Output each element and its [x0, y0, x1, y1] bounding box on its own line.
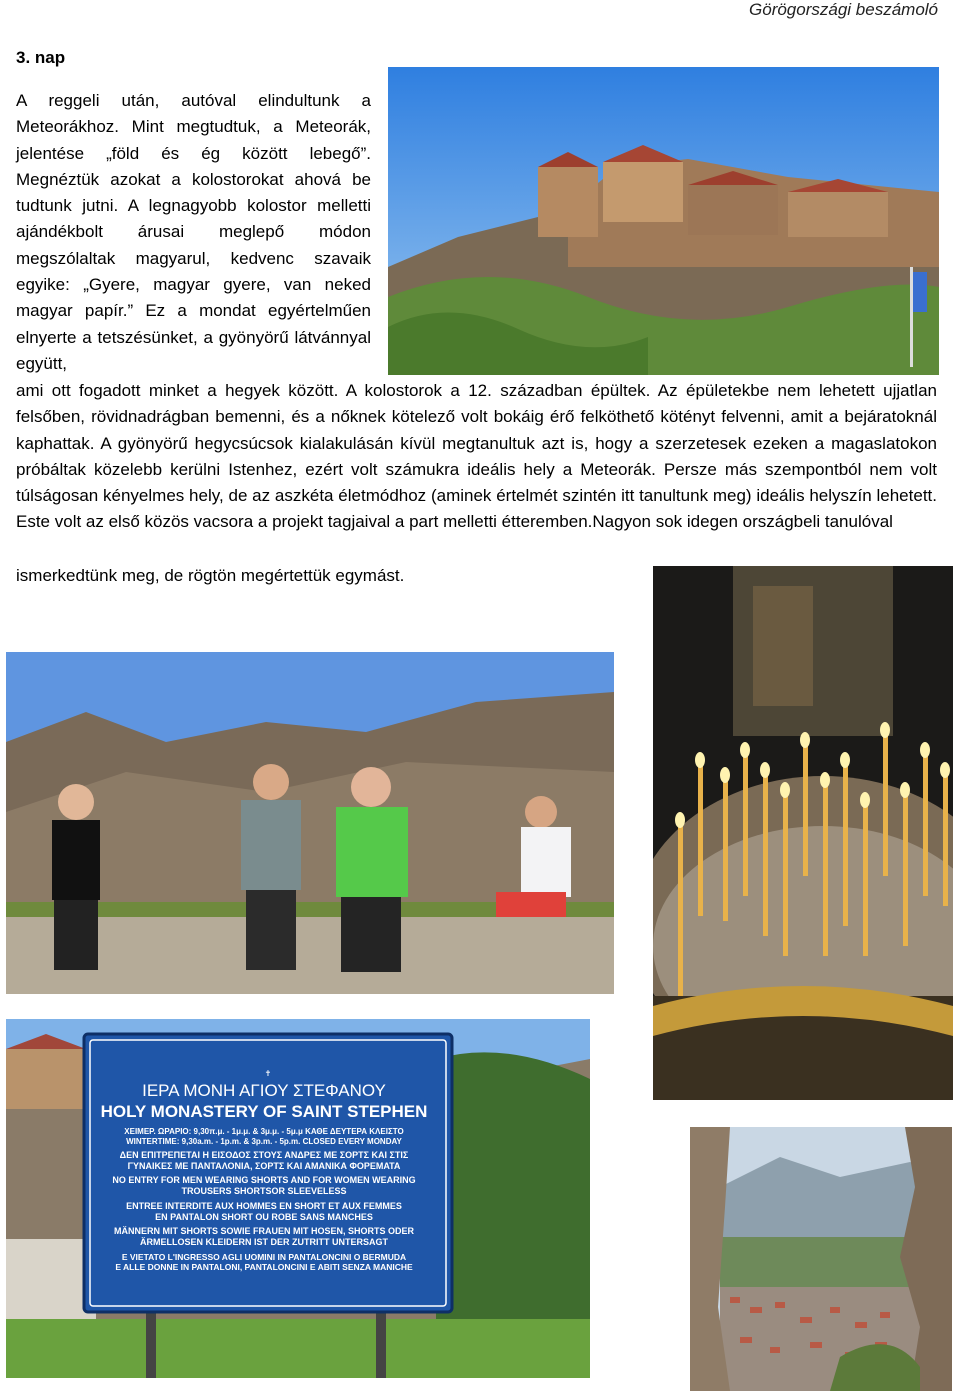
sign-rule-fr-2: EN PANTALON SHORT OU ROBE SANS MANCHES — [155, 1211, 373, 1222]
sign-title-english: HOLY MONASTERY OF SAINT STEPHEN — [100, 1102, 428, 1122]
sign-rule-fr-1: ENTREE INTERDITE AUX HOMMES EN SHORT ET AUX FEMMES — [126, 1200, 402, 1211]
sign-rule-it-2: E ALLE DONNE IN PANTALONI, PANTALONCINI E ABITI SENZA MANICHE — [115, 1262, 413, 1273]
sign-rule-de-1: MÄNNERN MIT SHORTS SOWIE FRAUEN MIT HOSEN, SHORTS ODER — [113, 1226, 414, 1236]
sign-text — [88, 1080, 440, 1273]
sign-rule-de-2: ÄRMELLOSEN KLEIDERN IST DER ZUTRITT UNTERSAGT — [140, 1237, 388, 1248]
group-photo — [6, 652, 614, 994]
sign-rule-greek-2: ΓΥΝΑΙΚΕΣ ΜΕ ΠΑΝΤΑΛΟΝΙΑ, ΣΟΡΤΣ ΚΑΙ ΑΜΑΝΙΚΑ ΦΟΡΕΜΑΤΑ — [127, 1160, 401, 1171]
sign-rule-en-2: TROUSERS SHORTSOR SLEEVELESS — [181, 1186, 347, 1197]
sign-hours-greek: ΧΕΙΜΕΡ. ΩΡΑΡΙΟ: 9,30π.μ. - 1μ.μ. & 3μ.μ. - 5μ.μ ΚΑΘΕ ΔΕΥΤΕΡΑ ΚΛΕΙΣΤΟ — [124, 1126, 404, 1136]
town-view-photo — [690, 1127, 952, 1391]
intro-paragraph: A reggeli után, autóval elindultunk a Meteorákhoz. Mint megtudtuk, a Meteorák, jelentése „föld és ég között lebegő”. Megnéztük azokat a kolostorokat ahová be tudtunk jutni. A legnagyobb kolostor melletti ajándékbolt árusai meglepő módon megszólaltak magyarul, kedvenc szavaik egyike: „Gyere, magyar gyere, van neked magyar papír.” Ez a mondat egyértelműen elnyerte a tetszésünket, a gyönyörű látvánnyal együtt, — [16, 91, 371, 373]
main-paragraph: ami ott fogadott minket a hegyek között. A kolostorok a 12. században épültek. Az épületekbe nem lehetett ujjatlan felsőben, rövidnadrágban bemenni, és a nőknek kötelező volt bokáig érő felköthető kötényt felvenni, amit a bejáratoknál kaphattak. A gyönyörű hegycsúcsok kialakulásán kívül megtanultuk azt is, hogy a szerzetesek ezeken a magaslatokon próbáltak közelebb kerülni Istenhez, ezért volt számukra ideális hely a Meteorák. Persze más szempontból nem volt túlságosan kényelmes hely, de az aszkéta életmódhoz (aminek értelmét szintén itt tanultunk meg) ideális helyszín lehetett. Este volt az első közös vacsora a projekt tagjaival a part melletti étteremben.Nagyon sok idegen országbeli tanulóval — [16, 381, 937, 532]
monastery-photo — [388, 67, 939, 375]
day-heading: 3. nap — [16, 48, 66, 67]
sign-hours-english: WINTERTIME: 9,30a.m. - 1p.m. & 3p.m. - 5p.m. CLOSED EVERY MONDAY — [126, 1136, 402, 1146]
page-header: Görögországi beszámoló — [749, 0, 938, 19]
sign-rule-en-1: NO ENTRY FOR MEN WEARING SHORTS AND FOR WOMEN WEARING — [112, 1175, 416, 1185]
sign-title-greek: ΙΕΡΑ ΜΟΝΗ ΑΓΙΟΥ ΣΤΕΦΑΝΟΥ — [142, 1081, 386, 1100]
sign-rule-it-1: E VIETATO L'INGRESSO AGLI UOMINI IN PANTALONCINI O BERMUDA — [121, 1251, 407, 1262]
sign-rule-greek-1: ΔΕΝ ΕΠΙΤΡΕΠΕΤΑΙ Η ΕΙΣΟΔΟΣ ΣΤΟΥΣ ΑΝΔΡΕΣ ΜΕ ΣΟΡΤΣ ΚΑΙ ΣΤΙΣ — [119, 1149, 409, 1160]
svg-text:✝: ✝ — [264, 1069, 272, 1078]
candles-photo — [653, 566, 953, 1100]
closing-line: ismerkedtünk meg, de rögtön megértettük egymást. — [16, 566, 405, 585]
